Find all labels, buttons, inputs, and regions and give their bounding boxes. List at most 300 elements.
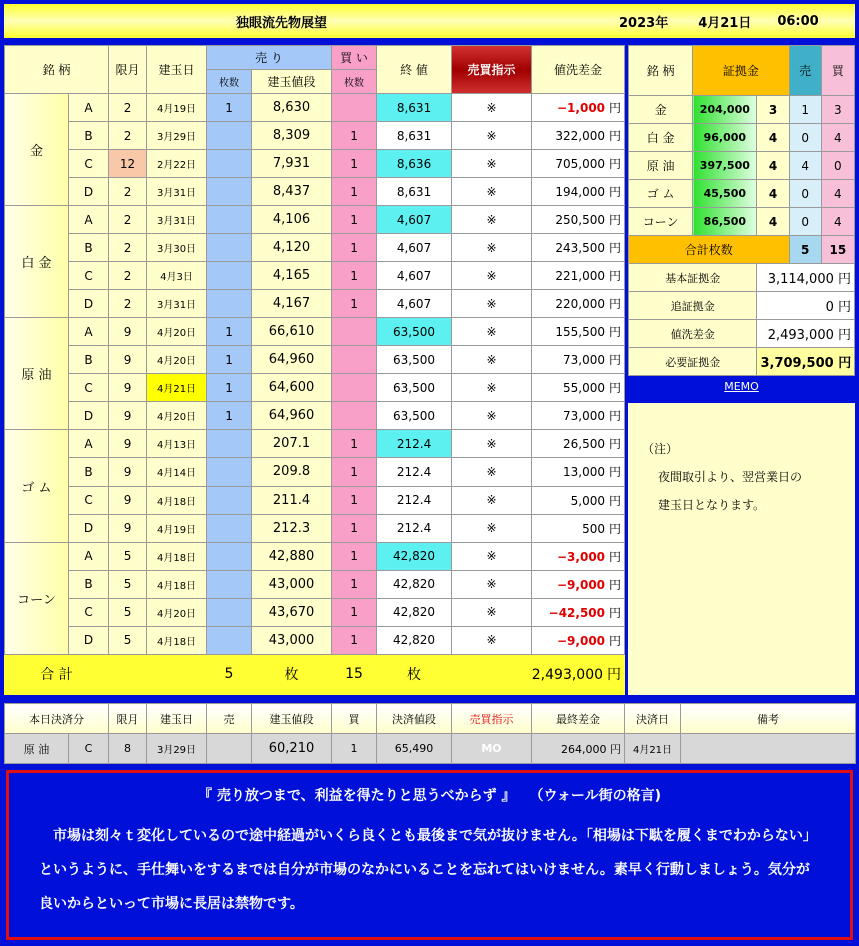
total-buy: 15: [332, 654, 377, 694]
contract-month: 2: [109, 178, 147, 206]
contract-month: 5: [109, 542, 147, 570]
diff-value: [532, 374, 625, 402]
settle-header-label: 本日決済分: [5, 704, 109, 734]
side-sell: 0: [789, 208, 821, 236]
open-price: 43,670: [252, 598, 332, 626]
close-price: 212.4: [377, 486, 452, 514]
side-buy: 0: [821, 152, 854, 180]
buy-count: 1: [332, 598, 377, 626]
diff-amount: −42,500: [548, 605, 606, 620]
sell-count: [207, 290, 252, 318]
open-date: 4月20日: [147, 346, 207, 374]
header-buy: 買 い: [332, 46, 377, 70]
yen-unit: 円: [609, 577, 622, 592]
diff-value: [532, 430, 625, 458]
diff-amount: 221,000: [555, 269, 606, 284]
header-brand: 銘 柄: [5, 46, 109, 94]
buy-count: 1: [332, 122, 377, 150]
yen-unit: 円: [609, 157, 622, 172]
side-buy: 4: [821, 124, 854, 152]
contract-code: D: [69, 178, 109, 206]
close-price: 212.4: [377, 430, 452, 458]
total-buy-unit: 枚: [377, 654, 452, 694]
side-margin: 86,500: [693, 208, 757, 236]
buy-count: 1: [332, 570, 377, 598]
buy-count: 1: [332, 178, 377, 206]
side-buy: 4: [821, 208, 854, 236]
open-price: 211.4: [252, 486, 332, 514]
side-brand: 白 金: [629, 124, 693, 152]
open-date: 4月3日: [147, 262, 207, 290]
diff-amount: −9,000: [557, 633, 606, 648]
side-total-buy: 15: [821, 236, 854, 264]
contract-code: A: [69, 318, 109, 346]
settle-price: 65,490: [377, 734, 452, 764]
yen-unit: 円: [609, 297, 622, 312]
settle-header-note: 備考: [681, 704, 856, 734]
order-mark: ※: [452, 206, 532, 234]
page-title: 独眼流先物展望: [236, 15, 328, 31]
margin-table: [628, 45, 855, 376]
open-price: 207.1: [252, 430, 332, 458]
order-mark: ※: [452, 374, 532, 402]
contract-month: 9: [109, 458, 147, 486]
yen-unit: 円: [609, 605, 622, 620]
close-price: 63,500: [377, 402, 452, 430]
contract-month: 12: [109, 150, 147, 178]
yen-unit: 円: [609, 353, 622, 368]
diff-value: [532, 626, 625, 654]
yen-unit: 円: [609, 381, 622, 396]
side-header-brand: 銘 柄: [629, 46, 693, 96]
contract-code: A: [69, 430, 109, 458]
order-mark: ※: [452, 626, 532, 654]
side-buy: 4: [821, 180, 854, 208]
sell-count: [207, 598, 252, 626]
open-date: 3月31日: [147, 290, 207, 318]
order-header-button[interactable]: 売買指示: [452, 46, 532, 94]
order-mark: ※: [452, 178, 532, 206]
open-date: 4月21日: [147, 374, 207, 402]
summary-label: 基本証拠金: [629, 264, 757, 292]
diff-value: [532, 570, 625, 598]
order-mark: ※: [452, 318, 532, 346]
contract-code: B: [69, 570, 109, 598]
diff-amount: −1,000: [557, 101, 606, 116]
settle-month: 8: [109, 734, 147, 764]
diff-value: [532, 150, 625, 178]
diff-amount: 5,000: [570, 493, 606, 508]
contract-code: C: [69, 150, 109, 178]
total-diff-amount: 2,493,000: [531, 667, 604, 684]
open-price: 64,600: [252, 374, 332, 402]
yen-unit: 円: [609, 325, 622, 340]
diff-amount: 194,000: [555, 185, 606, 200]
settle-header-date: 決済日: [625, 704, 681, 734]
contract-code: D: [69, 290, 109, 318]
contract-code: A: [69, 206, 109, 234]
header-open-date: 建玉日: [147, 46, 207, 94]
settle-order: MO: [452, 734, 532, 764]
sell-count: [207, 514, 252, 542]
sell-count: 1: [207, 94, 252, 122]
contract-code: B: [69, 458, 109, 486]
side-total-sell: 5: [789, 236, 821, 264]
open-price: 4,167: [252, 290, 332, 318]
sell-count: [207, 234, 252, 262]
open-price: 7,931: [252, 150, 332, 178]
settle-brand: 原 油: [5, 734, 69, 764]
quote-body: 市場は刻々ｔ変化しているので途中経過がいくら良くとも最後まで気が抜けません。「相場は下駄を履くまでわからない」というように、手仕舞いをするまでは自分が市場のなかにいることを忘れてはいけません。素早く行動しましょう。気分が良いからといって市場に長居は禁物です。: [39, 828, 817, 912]
buy-count: 1: [332, 514, 377, 542]
settle-header-buy: 買: [332, 704, 377, 734]
contract-code: D: [69, 626, 109, 654]
open-price: 64,960: [252, 346, 332, 374]
group-name: 原 油: [5, 318, 69, 430]
group-name: 白 金: [5, 206, 69, 318]
order-mark: ※: [452, 542, 532, 570]
settle-code: C: [69, 734, 109, 764]
side-sell: 4: [789, 152, 821, 180]
summary-value: 2,493,000 円: [757, 320, 855, 348]
sell-count: [207, 178, 252, 206]
contract-month: 2: [109, 262, 147, 290]
contract-month: 9: [109, 430, 147, 458]
contract-month: 9: [109, 514, 147, 542]
yen-unit: 円: [609, 213, 622, 228]
sell-count: [207, 542, 252, 570]
diff-value: [532, 486, 625, 514]
buy-count: 1: [332, 206, 377, 234]
buy-count: 1: [332, 542, 377, 570]
quote-box: [6, 770, 853, 940]
side-brand: 金: [629, 96, 693, 124]
total-label: 合 計: [5, 654, 109, 694]
order-mark: ※: [452, 598, 532, 626]
side-sell: 0: [789, 124, 821, 152]
buy-count: [332, 94, 377, 122]
open-price: 8,630: [252, 94, 332, 122]
yen-unit: 円: [609, 101, 622, 116]
close-price: 63,500: [377, 318, 452, 346]
diff-amount: 26,500: [563, 437, 606, 452]
contract-month: 2: [109, 122, 147, 150]
memo-box: [628, 403, 855, 695]
contract-code: B: [69, 234, 109, 262]
header-sell-count: 枚数: [207, 70, 252, 94]
close-price: 42,820: [377, 570, 452, 598]
buy-count: 1: [332, 626, 377, 654]
summary-value: 3,114,000 円: [757, 264, 855, 292]
settle-open-price: 60,210: [252, 734, 332, 764]
settle-header-settle-price: 決済値段: [377, 704, 452, 734]
header-year: 2023年: [619, 15, 669, 31]
contract-code: C: [69, 374, 109, 402]
open-date: 4月20日: [147, 402, 207, 430]
memo-line: 建玉日となります。: [658, 498, 766, 512]
buy-count: 1: [332, 234, 377, 262]
diff-value: [532, 514, 625, 542]
diff-amount: 73,000: [563, 409, 606, 424]
settle-note: [681, 734, 856, 764]
side-header-sell: 売: [789, 46, 821, 96]
header-bar: [4, 4, 855, 38]
side-brand: コーン: [629, 208, 693, 236]
close-price: 63,500: [377, 346, 452, 374]
settle-header-month: 限月: [109, 704, 147, 734]
sell-count: 1: [207, 402, 252, 430]
open-date: 4月13日: [147, 430, 207, 458]
contract-month: 5: [109, 598, 147, 626]
order-mark: ※: [452, 262, 532, 290]
yen-unit: 円: [609, 241, 622, 256]
header-close: 終 値: [377, 46, 452, 94]
contract-month: 2: [109, 290, 147, 318]
contract-month: 9: [109, 346, 147, 374]
side-sell: 0: [789, 180, 821, 208]
order-mark: ※: [452, 458, 532, 486]
open-date: 4月20日: [147, 598, 207, 626]
sell-count: [207, 150, 252, 178]
diff-value: [532, 206, 625, 234]
close-price: 4,607: [377, 206, 452, 234]
settle-final: 264,000 円: [532, 734, 625, 764]
side-margin: 204,000: [693, 96, 757, 124]
diff-amount: −9,000: [557, 577, 606, 592]
contract-month: 2: [109, 234, 147, 262]
sell-count: [207, 486, 252, 514]
buy-count: 1: [332, 458, 377, 486]
memo-line: 夜間取引より、翌営業日の: [658, 470, 803, 484]
contract-code: D: [69, 514, 109, 542]
open-date: 3月29日: [147, 122, 207, 150]
yen-unit: 円: [609, 549, 622, 564]
close-price: 42,820: [377, 542, 452, 570]
sell-count: [207, 430, 252, 458]
total-spacer: [109, 654, 207, 694]
sell-count: [207, 122, 252, 150]
settle-header-order: 売買指示: [452, 704, 532, 734]
settlement-table: [4, 703, 856, 764]
open-date: 4月19日: [147, 514, 207, 542]
open-date: 4月18日: [147, 570, 207, 598]
side-count: 4: [757, 180, 789, 208]
contract-month: 9: [109, 402, 147, 430]
open-price: 64,960: [252, 402, 332, 430]
settle-header-open-date: 建玉日: [147, 704, 207, 734]
open-price: 4,106: [252, 206, 332, 234]
positions-table: [4, 45, 625, 695]
side-count: 4: [757, 124, 789, 152]
diff-value: [532, 318, 625, 346]
settle-header-final: 最終差金: [532, 704, 625, 734]
yen-unit: 円: [609, 437, 622, 452]
order-mark: ※: [452, 486, 532, 514]
contract-month: 5: [109, 626, 147, 654]
open-date: 4月18日: [147, 486, 207, 514]
quote-title: 『 売り放つまで、利益を得たりと思うべからず 』 （ウォール街の格言): [197, 788, 662, 804]
diff-value: [532, 598, 625, 626]
header-time: 06:00: [777, 13, 819, 29]
diff-value: [532, 178, 625, 206]
contract-code: D: [69, 402, 109, 430]
header-sell: 売 り: [207, 46, 332, 70]
total-sell: 5: [207, 654, 252, 694]
open-date: 4月20日: [147, 318, 207, 346]
buy-count: [332, 402, 377, 430]
open-date: 4月19日: [147, 94, 207, 122]
diff-amount: 73,000: [563, 353, 606, 368]
settle-header-sell: 売: [207, 704, 252, 734]
buy-count: [332, 318, 377, 346]
sell-count: [207, 626, 252, 654]
yen-unit: 円: [609, 129, 622, 144]
open-date: 4月18日: [147, 626, 207, 654]
contract-month: 9: [109, 374, 147, 402]
diff-value: [532, 402, 625, 430]
header-buy-count: 枚数: [332, 70, 377, 94]
group-name: 金: [5, 94, 69, 206]
order-mark: ※: [452, 94, 532, 122]
close-price: 42,820: [377, 626, 452, 654]
contract-month: 5: [109, 570, 147, 598]
header-diff: 値洗差金: [532, 46, 625, 94]
contract-code: A: [69, 542, 109, 570]
side-count: 3: [757, 96, 789, 124]
close-price: 4,607: [377, 290, 452, 318]
side-margin: 45,500: [693, 180, 757, 208]
open-price: 42,880: [252, 542, 332, 570]
open-price: 212.3: [252, 514, 332, 542]
group-name: コーン: [5, 542, 69, 654]
settle-header-open-price: 建玉値段: [252, 704, 332, 734]
buy-count: 1: [332, 430, 377, 458]
yen-unit: 円: [609, 185, 622, 200]
diff-value: [532, 542, 625, 570]
order-mark: ※: [452, 122, 532, 150]
total-diff: [452, 654, 625, 694]
order-mark: ※: [452, 234, 532, 262]
open-date: 2月22日: [147, 150, 207, 178]
side-count: 4: [757, 152, 789, 180]
summary-value: 0 円: [757, 292, 855, 320]
close-price: 4,607: [377, 262, 452, 290]
side-total-label: 合計枚数: [629, 236, 790, 264]
side-buy: 3: [821, 96, 854, 124]
yen-unit: 円: [609, 493, 622, 508]
diff-amount: 155,500: [555, 325, 606, 340]
order-mark: ※: [452, 430, 532, 458]
yen-unit: 円: [609, 521, 622, 536]
order-mark: ※: [452, 402, 532, 430]
close-price: 42,820: [377, 598, 452, 626]
buy-count: 1: [332, 486, 377, 514]
header-month: 限月: [109, 46, 147, 94]
contract-code: B: [69, 122, 109, 150]
open-price: 43,000: [252, 626, 332, 654]
summary-label: 値洗差金: [629, 320, 757, 348]
open-price: 66,610: [252, 318, 332, 346]
side-margin: 397,500: [693, 152, 757, 180]
yen-unit: 円: [609, 633, 622, 648]
total-sell-unit: 枚: [252, 654, 332, 694]
open-price: 8,437: [252, 178, 332, 206]
order-mark: ※: [452, 570, 532, 598]
side-sell: 1: [789, 96, 821, 124]
diff-value: [532, 458, 625, 486]
open-date: 3月30日: [147, 234, 207, 262]
settle-date: 4月21日: [625, 734, 681, 764]
buy-count: 1: [332, 262, 377, 290]
memo-link[interactable]: MEMO: [724, 380, 759, 393]
sell-count: [207, 570, 252, 598]
sell-count: [207, 206, 252, 234]
contract-code: C: [69, 486, 109, 514]
diff-value: [532, 346, 625, 374]
contract-code: A: [69, 94, 109, 122]
close-price: 8,631: [377, 178, 452, 206]
buy-count: [332, 374, 377, 402]
diff-value: [532, 94, 625, 122]
order-mark: ※: [452, 514, 532, 542]
diff-amount: 220,000: [555, 297, 606, 312]
close-price: 8,636: [377, 150, 452, 178]
buy-count: [332, 346, 377, 374]
buy-count: 1: [332, 150, 377, 178]
settle-buy: 1: [332, 734, 377, 764]
diff-amount: −3,000: [557, 549, 606, 564]
close-price: 8,631: [377, 94, 452, 122]
contract-code: B: [69, 346, 109, 374]
open-date: 3月31日: [147, 178, 207, 206]
diff-amount: 55,000: [563, 381, 606, 396]
diff-amount: 705,000: [555, 157, 606, 172]
settle-sell: [207, 734, 252, 764]
diff-amount: 500: [582, 521, 606, 536]
close-price: 4,607: [377, 234, 452, 262]
close-price: 212.4: [377, 514, 452, 542]
close-price: 212.4: [377, 458, 452, 486]
sell-count: [207, 262, 252, 290]
memo-line: （注）: [642, 442, 679, 456]
order-mark: ※: [452, 346, 532, 374]
diff-value: [532, 290, 625, 318]
close-price: 8,631: [377, 122, 452, 150]
diff-value: [532, 262, 625, 290]
open-date: 3月31日: [147, 206, 207, 234]
sell-count: [207, 458, 252, 486]
close-price: 63,500: [377, 374, 452, 402]
summary-label: 必要証拠金: [629, 348, 757, 376]
open-date: 4月18日: [147, 542, 207, 570]
contract-code: C: [69, 598, 109, 626]
sell-count: 1: [207, 346, 252, 374]
yen-unit: 円: [607, 667, 622, 684]
sell-count: 1: [207, 374, 252, 402]
yen-unit: 円: [609, 269, 622, 284]
open-price: 43,000: [252, 570, 332, 598]
group-name: ゴ ム: [5, 430, 69, 542]
diff-amount: 243,500: [555, 241, 606, 256]
diff-value: [532, 234, 625, 262]
sell-count: 1: [207, 318, 252, 346]
open-price: 8,309: [252, 122, 332, 150]
contract-code: C: [69, 262, 109, 290]
side-margin: 96,000: [693, 124, 757, 152]
open-price: 209.8: [252, 458, 332, 486]
open-date: 4月14日: [147, 458, 207, 486]
settle-open-date: 3月29日: [147, 734, 207, 764]
